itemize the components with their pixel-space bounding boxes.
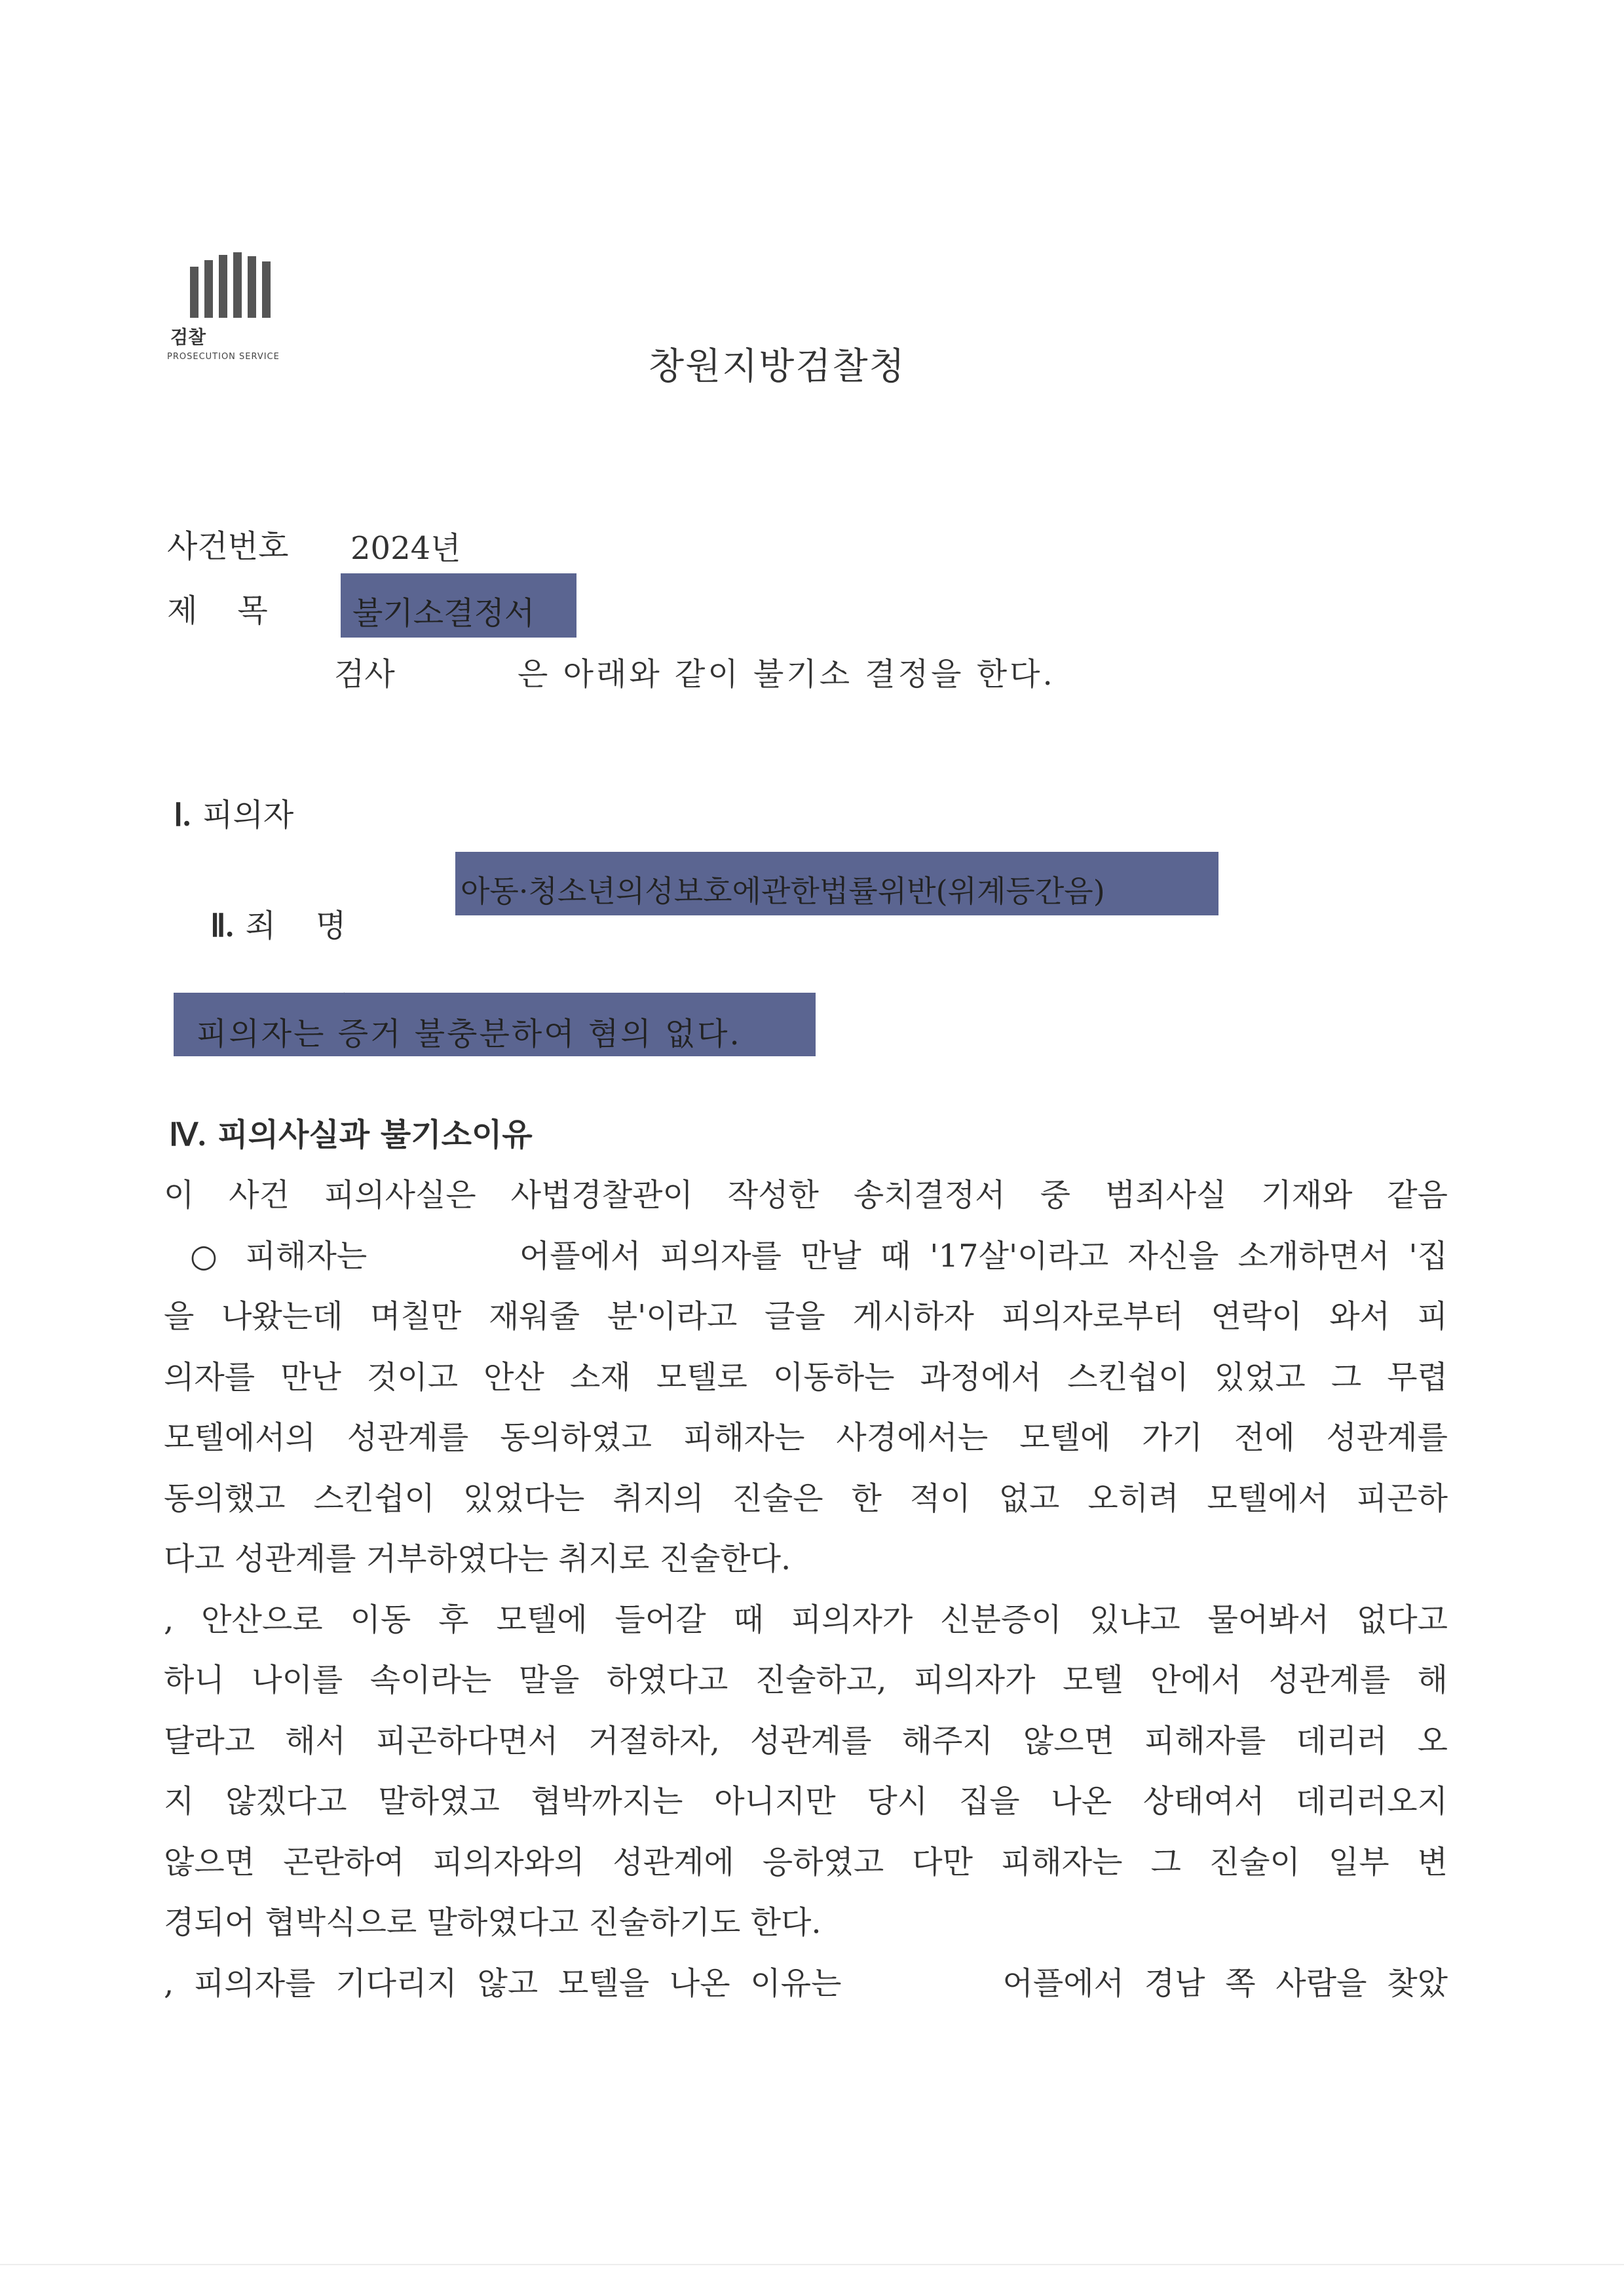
section-2-number: Ⅱ. <box>210 909 234 944</box>
body-line-5: 모텔에서의 성관계를 동의하였고 피해자는 사경에서는 모텔에 가기 전에 성관계를 <box>164 1419 1448 1456</box>
case-number-label: 사건번호 <box>167 528 289 565</box>
section-2-label: 죄 명 <box>245 908 347 944</box>
body-line-8: , 안산으로 이동 후 모텔에 들어갈 때 피의자가 신분증이 있냐고 물어봐서 없다고 <box>164 1601 1448 1638</box>
title-label: 제 목 <box>167 592 268 629</box>
page-bottom-divider <box>0 2264 1624 2265</box>
section-1-label: 피의자 <box>202 797 294 833</box>
body-line-3: 을 나왔는데 며칠만 재워줄 분'이라고 글을 게시하자 피의자로부터 연락이 와서 피 <box>164 1298 1448 1335</box>
section-4-heading <box>169 1109 533 1155</box>
section-4-label: 피의사실과 불기소이유 <box>217 1117 533 1153</box>
logo-bars-icon <box>190 252 272 318</box>
body-line-11: 지 않겠다고 말하였고 협박까지는 아니지만 당시 집을 나온 상태여서 데리러오지 <box>164 1783 1448 1820</box>
section-1-heading <box>174 790 293 835</box>
logo-subtext: PROSECUTION SERVICE <box>167 352 280 362</box>
body-line-9: 하니 나이를 속이라는 말을 하였다고 진술하고, 피의자가 모텔 안에서 성관계를 해 <box>164 1662 1448 1698</box>
crime-name-highlight <box>455 852 1218 915</box>
body-line-1: 이 사건 피의사실은 사법경찰관이 작성한 송치결정서 중 범죄사실 기재와 같음 <box>164 1177 1448 1214</box>
body-line-4: 의자를 만난 것이고 안산 소재 모텔로 이동하는 과정에서 스킨쉽이 있었고 그 무렵 <box>164 1359 1448 1396</box>
body-line-10: 달라고 해서 피곤하다면서 거절하자, 성관계를 해주지 않으면 피해자를 데리러 오 <box>164 1723 1448 1759</box>
disposition-highlight <box>174 993 816 1056</box>
body-line-13: 경되어 협박식으로 말하였다고 진술하기도 한다. <box>164 1904 821 1941</box>
crime-name-value: 아동·청소년의성보호에관한법률위반(위계등간음) <box>461 873 1105 909</box>
prosecution-logo <box>167 252 298 370</box>
body-line-7: 다고 성관계를 거부하였다는 취지로 진술한다. <box>164 1540 791 1577</box>
body-line-2: ○ 피해자는 어플에서 피의자를 만날 때 '17살'이라고 자신을 소개하면서 '집 <box>190 1238 1448 1274</box>
case-number-value: 2024년 <box>350 530 461 567</box>
section-1-number: Ⅰ. <box>174 798 191 833</box>
body-line-12: 않으면 곤란하여 피의자와의 성관계에 응하였고 다만 피해자는 그 진술이 일부 변 <box>164 1844 1448 1881</box>
title-value-highlight <box>341 573 576 638</box>
body-line-6: 동의했고 스킨쉽이 있었다는 취지의 진술은 한 적이 없고 오히려 모텔에서 피곤하 <box>164 1480 1448 1517</box>
disposition-value: 피의자는 증거 불충분하여 혐의 없다. <box>197 1016 742 1052</box>
logo-text: 검찰 <box>170 326 206 348</box>
prosecutor-label: 검사 <box>334 656 395 693</box>
office-title: 창원지방검찰청 <box>649 345 906 388</box>
section-4-number: Ⅳ. <box>169 1118 206 1153</box>
intro-text: 은 아래와 같이 불기소 결정을 한다. <box>518 656 1055 693</box>
title-value: 불기소결정서 <box>352 595 535 632</box>
body-line-14: , 피의자를 기다리지 않고 모텔을 나온 이유는 어플에서 경남 쪽 사람을 찾았 <box>164 1965 1448 2002</box>
